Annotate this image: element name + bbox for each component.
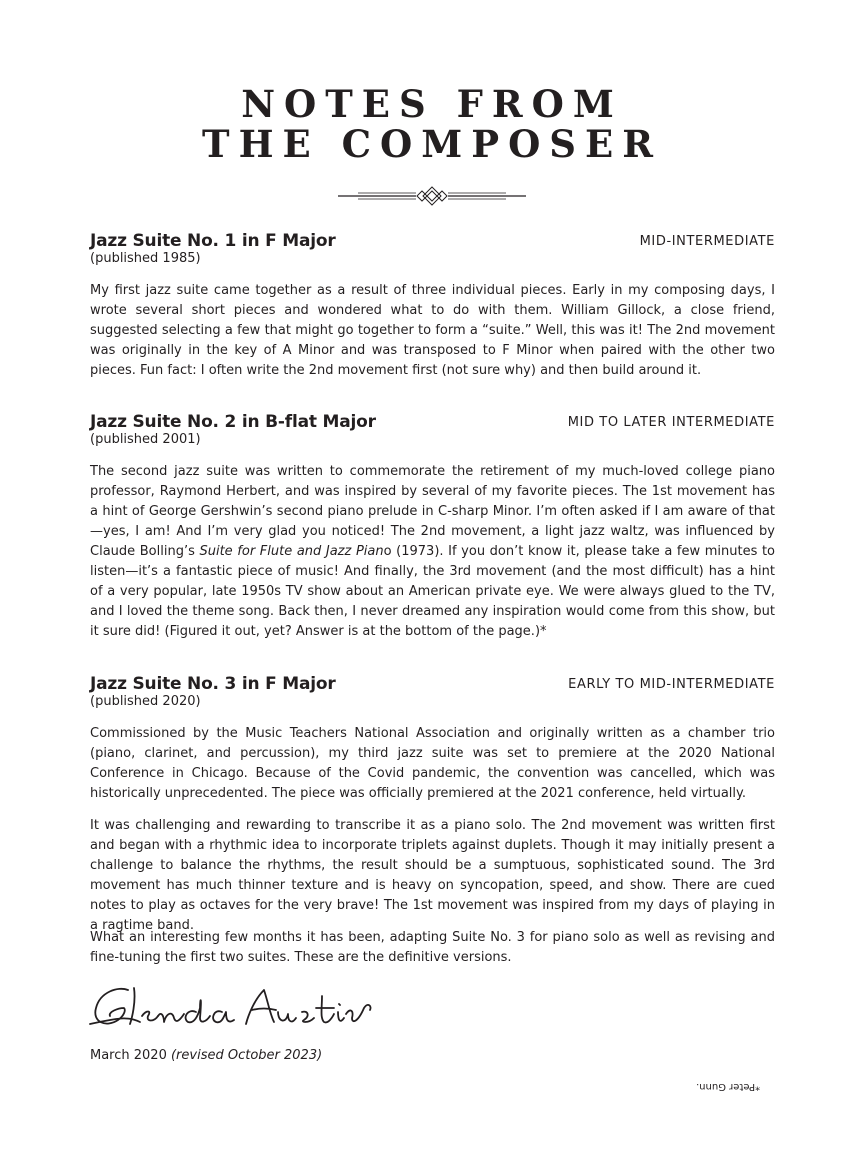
divider-ornament-icon: [338, 185, 526, 207]
title-line-2: THE COMPOSER: [202, 122, 662, 166]
suite-1-title: Jazz Suite No. 1 in F Major: [90, 231, 336, 251]
suite-3-paragraph-2: It was challenging and rewarding to transcribe it as a piano solo. The 2nd movement was written first and began with a rhythmic idea to incorporate triplets against duplets. Though it may initially present a challenge to balance the rhythms, the result should be a sumptuous, sophisticated sound. The 3rd movement has much thinner texture and is heavy on syncopation, speed, and show. There are cued notes to play as octaves for the very brave! The 1st movement was inspired from my days of playing in a ragtime band.: [90, 818, 775, 933]
suite-2-title: Jazz Suite No. 2 in B-flat Major: [90, 412, 376, 432]
suite-1-published: (published 1985): [90, 251, 201, 266]
suite-3-title: Jazz Suite No. 3 in F Major: [90, 674, 336, 694]
signature-image: [88, 978, 388, 1038]
suite-2-text-b: o (1973). If you don’t know it, please take a few minutes to listen—it’s a fantastic piece of music! And finally, the 3rd movement (and the most difficult) has a hint of a very popular, late 1950s TV show about an American private eye. We were always glued to the TV, and I loved the theme song. Back then, I never dreamed any inspiration would come from this show, but it sure did! (Figured it out, yet? Answer is at the bottom of the page.)*: [90, 544, 776, 639]
suite-1-paragraph: My first jazz suite came together as a result of three individual pieces. Early in my composing days, I wrote several short pieces and wondered what to do with them. William Gillock, a close friend, suggested selecting a few that might go together to form a “suite.” Well, this was it! The 2nd movement was originally in the key of A Minor and was transposed to F Minor when paired with the other two pieces. Fun fact: I often write the 2nd movement first (not sure why) and then build around it.: [90, 283, 775, 378]
suite-2-level: MID TO LATER INTERMEDIATE: [567, 415, 775, 430]
suite-2-paragraph: [90, 462, 775, 642]
suite-3-paragraph-1: Commissioned by the Music Teachers National Association and originally written as a chamber trio (piano, clarinet, and percussion), my third jazz suite was set to premiere at the 2020 National Conference in Chicago. Because of the Covid pandemic, the convention was cancelled, which was historically unprecedented. The piece was officially premiered at the 2021 conference, held virtually.: [90, 726, 775, 801]
revised-date-text: (revised October 2023): [170, 1048, 323, 1063]
title-line-1: NOTES FROM: [241, 82, 623, 126]
page-title: [0, 84, 864, 164]
suite-3-published: (published 2020): [90, 694, 201, 709]
suite-3-level: EARLY TO MID-INTERMEDIATE: [568, 677, 775, 692]
suite-2-text-a: The second jazz suite was written to commemorate the retirement of my much-loved college piano professor, Raymond Herbert, and was inspired by several of my favorite pieces. The 1st movement has a hint of George Gershwin’s second piano prelude in C-sharp Minor. I’m often asked if I am aware of that—yes, I am! And I’m very glad you noticed! The 2nd movement, a light jazz waltz, was influenced by Claude Bolling’s: [90, 464, 775, 559]
signature-date: [90, 1048, 322, 1063]
suite-2-italic-title: Suite for Flute and Jazz Pian: [199, 544, 384, 559]
suite-3-paragraph-3: What an interesting few months it has been, adapting Suite No. 3 for piano solo as well as revising and fine-tuning the first two suites. These are the definitive versions.: [90, 930, 775, 965]
date-text: March 2020: [90, 1048, 171, 1063]
suite-1-level: MID-INTERMEDIATE: [639, 234, 775, 249]
suite-2-published: (published 2001): [90, 432, 201, 447]
footnote-upside-down: *Peter Gunn.: [696, 1081, 761, 1092]
